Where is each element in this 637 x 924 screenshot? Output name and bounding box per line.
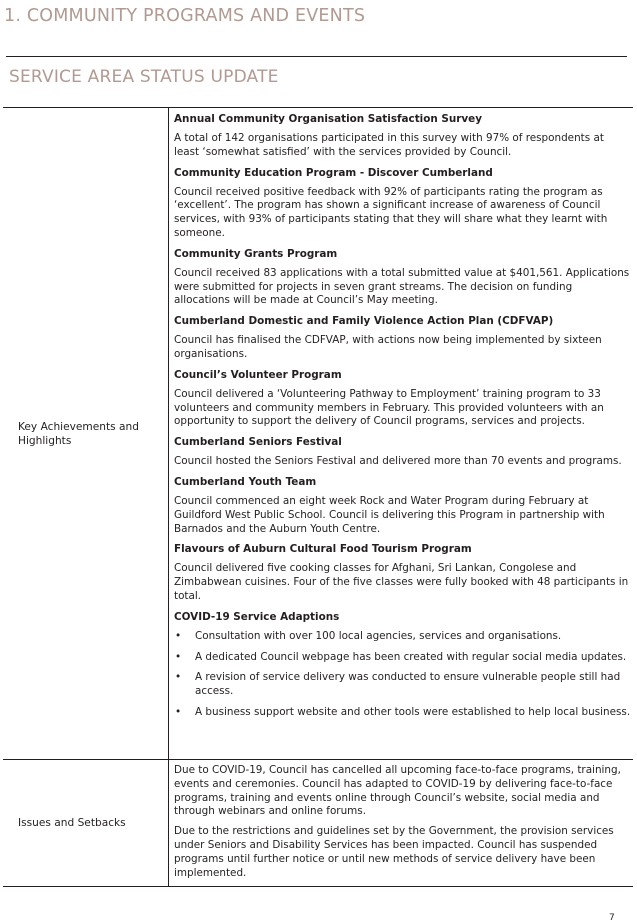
achievement-item bbox=[174, 475, 631, 536]
covid-bullet-list bbox=[174, 630, 631, 720]
list-item bbox=[174, 706, 631, 720]
achievement-text: Council commenced an eight week Rock and Water Program during February at Guildford West Public School. Council is delivering this Program in partnership with Barnados and the Auburn Youth Centre. bbox=[174, 494, 605, 535]
list-item bbox=[174, 671, 631, 699]
achievement-item bbox=[174, 542, 631, 603]
achievement-text: Council delivered a ‘Volunteering Pathway to Employment’ training program to 33 volunteers and community members in February. This provided volunteers with an opportunity to support the delivery of Council programs, services and projects. bbox=[174, 387, 604, 428]
page-number: 7 bbox=[609, 913, 615, 923]
achievement-heading: Community Education Program - Discover Cumberland bbox=[174, 166, 493, 179]
achievement-item bbox=[174, 112, 631, 160]
achievement-text: A total of 142 organisations participated in this survey with 97% of respondents at least ‘somewhat satisfied’ with the services provided by Council. bbox=[174, 132, 604, 158]
achievement-heading: Cumberland Youth Team bbox=[174, 475, 317, 488]
achievement-text: Council hosted the Seniors Festival and delivered more than 70 events and programs. bbox=[174, 455, 622, 468]
achievement-text: Council received 83 applications with a total submitted value at $401,561. Applications were submitted for projects in seven grant streams. The decision on funding allocations will be made at Council’s May meeting. bbox=[174, 266, 630, 307]
bullet-icon: • bbox=[175, 650, 182, 663]
achievement-item bbox=[174, 314, 631, 362]
achievement-heading: Flavours of Auburn Cultural Food Tourism Program bbox=[174, 543, 472, 556]
achievements-label: Key Achievements and Highlights bbox=[3, 108, 169, 759]
achievement-text: Council has finalised the CDFVAP, with actions now being implemented by sixteen organisations. bbox=[174, 334, 602, 360]
bullet-icon: • bbox=[175, 671, 182, 684]
achievement-item bbox=[174, 435, 631, 469]
issues-paragraph: Due to the restrictions and guidelines set by the Government, the provision services under Seniors and Disability Services has been impacted. Council has suspended programs until further notice or until new methods of service delivery have been implemented. bbox=[174, 825, 614, 879]
achievement-item bbox=[174, 247, 631, 308]
bullet-icon: • bbox=[175, 629, 182, 642]
status-subtitle: SERVICE AREA STATUS UPDATE bbox=[9, 67, 279, 87]
achievement-heading: Annual Community Organisation Satisfaction Survey bbox=[174, 113, 482, 125]
achievements-content bbox=[169, 108, 633, 759]
achievement-item bbox=[174, 368, 631, 429]
bullet-text: A revision of service delivery was conducted to ensure vulnerable people still had access. bbox=[195, 671, 621, 698]
achievement-item bbox=[174, 166, 631, 241]
bullet-text: A business support website and other tools were established to help local business. bbox=[195, 705, 631, 718]
bullet-text: A dedicated Council webpage has been created with regular social media updates. bbox=[195, 650, 627, 663]
achievement-heading: Cumberland Domestic and Family Violence Action Plan (CDFVAP) bbox=[174, 315, 554, 328]
achievement-heading: Community Grants Program bbox=[174, 247, 338, 260]
covid-heading: COVID-19 Service Adaptions bbox=[174, 610, 340, 623]
issues-label: Issues and Setbacks bbox=[3, 760, 169, 886]
achievement-text: Council received positive feedback with 92% of participants rating the program as ‘excellent’. The program has shown a significant increase of awareness of Council services, with 93% of participants stating that they will share what they learnt with someone. bbox=[174, 185, 608, 239]
issues-row bbox=[3, 759, 633, 887]
section-divider bbox=[6, 56, 627, 57]
achievement-text: Council delivered five cooking classes for Afghani, Sri Lankan, Congolese and Zimbabwean cuisines. Four of the five classes were fully booked with 48 participants in total. bbox=[174, 562, 629, 602]
achievements-row bbox=[3, 107, 633, 759]
bullet-icon: • bbox=[175, 705, 182, 718]
issues-paragraph: Due to COVID-19, Council has cancelled all upcoming face-to-face programs, training, events and ceremonies. Council has adapted to COVID-19 by delivering face-to-face programs, training and events online through Council’s website, social media and through webinars and online forums. bbox=[174, 764, 621, 818]
status-table bbox=[3, 107, 633, 887]
achievement-heading: Council’s Volunteer Program bbox=[174, 368, 342, 381]
achievement-heading: Cumberland Seniors Festival bbox=[174, 436, 342, 449]
bullet-text: Consultation with over 100 local agencies, services and organisations. bbox=[195, 629, 562, 642]
list-item bbox=[174, 630, 631, 644]
section-title: 1. COMMUNITY PROGRAMS AND EVENTS bbox=[4, 6, 366, 26]
list-item bbox=[174, 651, 631, 665]
covid-section bbox=[174, 610, 631, 720]
issues-content bbox=[169, 760, 633, 886]
